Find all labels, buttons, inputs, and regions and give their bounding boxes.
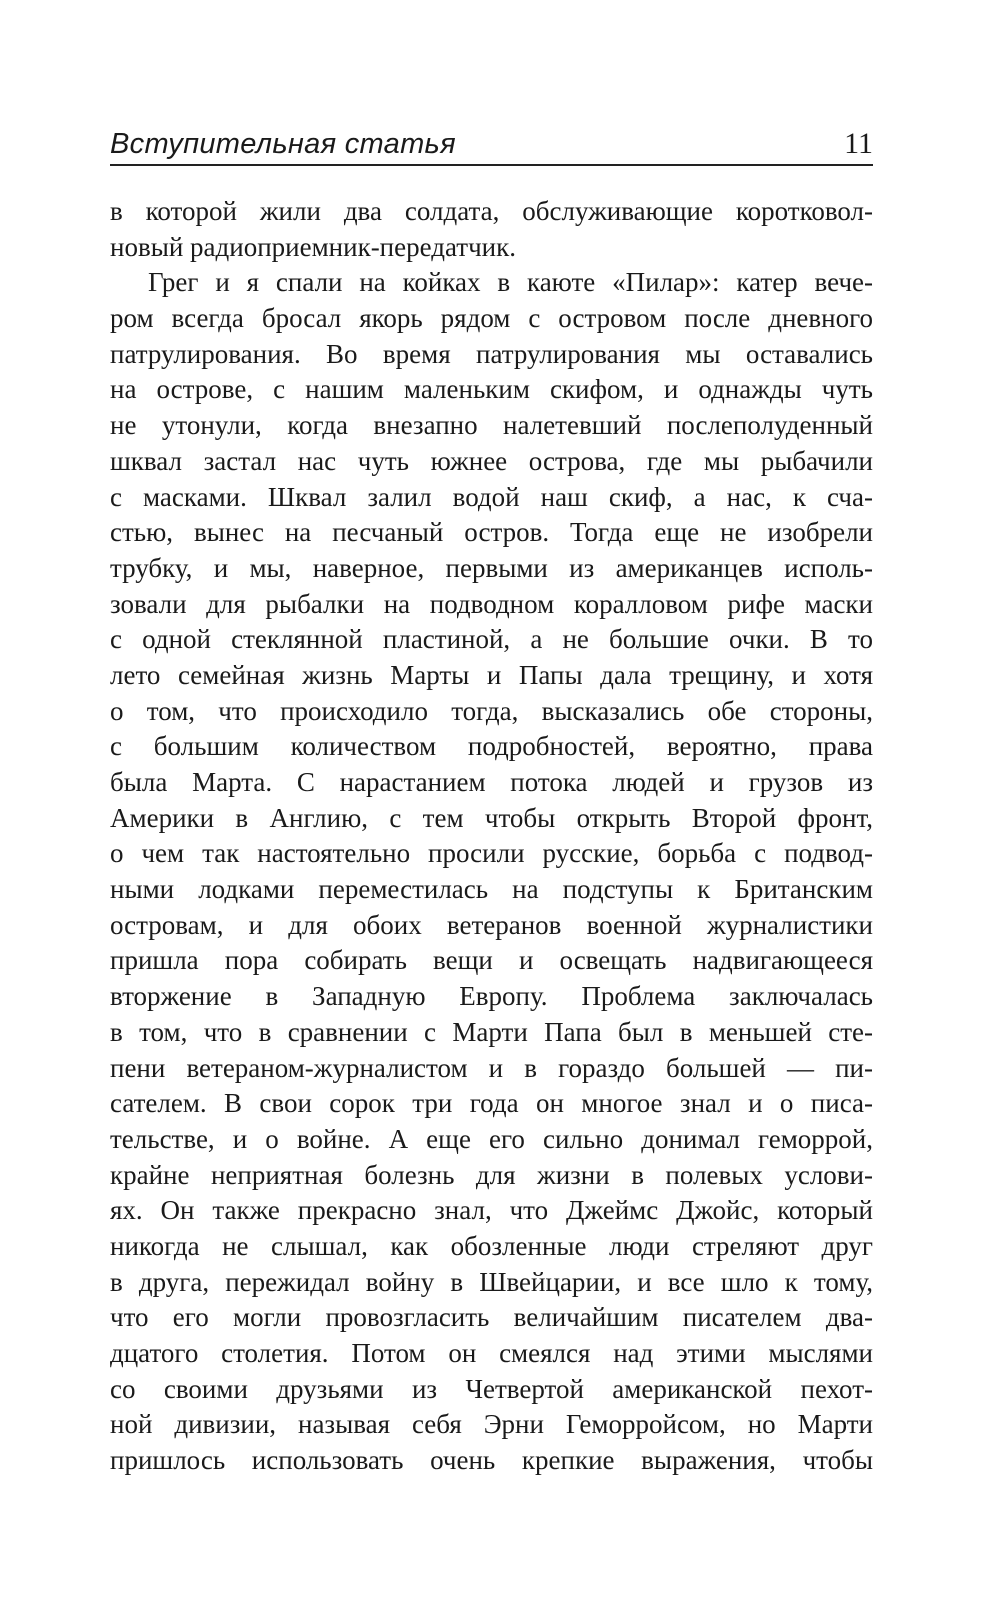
text-line: патрулирования. Во время патрулирования мы оставались [110,338,873,369]
text-line: с масками. Шквал залил водой наш скиф, а нас, к сча- [110,481,873,512]
text-line: в которой жили два солдата, обслуживающие коротковол- [110,196,873,226]
text-line: о том, что происходило тогда, высказались обе стороны, [110,695,873,726]
running-title: Вступительная статья [110,128,456,160]
text-line: стью, вынес на песчаный остров. Тогда еще не изобрели [110,517,873,548]
text-line: лето семейная жизнь Марты и Папы дала трещину, и хотя [110,659,873,690]
text-line: сателем. В свои сорок три года он многое знал и о писа- [110,1088,873,1119]
text-line: с большим количеством подробностей, вероятно, права [110,731,873,762]
text-line: вторжение в Западную Европу. Проблема заключалась [110,981,873,1012]
text-line: островам, и для обоих ветеранов военной журналистики [110,909,873,940]
text-line: в друга, пережидал войну в Швейцарии, и все шло к тому, [110,1266,873,1297]
text-line: ной дивизии, называя себя Эрни Геморройсом, но Марти [110,1409,873,1440]
text-line: пришла пора собирать вещи и освещать надвигающееся [110,945,873,976]
text-line: тельстве, и о войне. А еще его сильно донимал геморрой, [110,1123,873,1154]
text-line: ях. Он также прекрасно знал, что Джеймс Джойс, который [110,1195,873,1226]
text-line: ром всегда бросал якорь рядом с островом после дневного [110,303,873,334]
text-line: трубку, и мы, наверное, первыми из американцев исполь- [110,552,873,583]
text-line: Америки в Англию, с тем чтобы открыть Второй фронт, [110,802,873,833]
text-line: была Марта. С нарастанием потока людей и грузов из [110,767,873,797]
page-number: 11 [844,127,873,160]
text-line: пени ветераном-журналистом и в гораздо большей — пи- [110,1052,873,1083]
book-page [110,118,873,1479]
text-line: зовали для рыбалки на подводном коралловом рифе маски [110,588,873,619]
text-line: ными лодками переместилась на подступы к Британским [110,874,873,905]
text-line: с одной стеклянной пластиной, а не большие очки. В то [110,624,873,655]
body-text [110,194,873,1479]
text-line: со своими друзьями из Четвертой американской пехот- [110,1373,873,1404]
running-head [110,118,873,166]
text-line: пришлось использовать очень крепкие выражения, чтобы [110,1445,873,1476]
text-line: дцатого столетия. Потом он смеялся над этими мыслями [110,1338,873,1368]
text-line: что его могли провозгласить величайшим писателем два- [110,1302,873,1333]
text-line: на острове, с нашим маленьким скифом, и однажды чуть [110,374,873,405]
text-line: новый радиоприемник-передатчик. [110,231,516,262]
text-line: шквал застал нас чуть южнее острова, где мы рыбачили [110,445,873,476]
text-line: о чем так настоятельно просили русские, борьба с подвод- [110,838,873,869]
text-line: не утонули, когда внезапно налетевший послеполуденный [110,410,873,441]
text-line: в том, что в сравнении с Марти Папа был в меньшей сте- [110,1016,873,1047]
text-line: крайне неприятная болезнь для жизни в полевых услови- [110,1159,873,1190]
text-line: никогда не слышал, как обозленные люди стреляют друг [110,1230,873,1261]
text-line: Грег и я спали на койках в каюте «Пилар»: катер вече- [148,267,873,298]
